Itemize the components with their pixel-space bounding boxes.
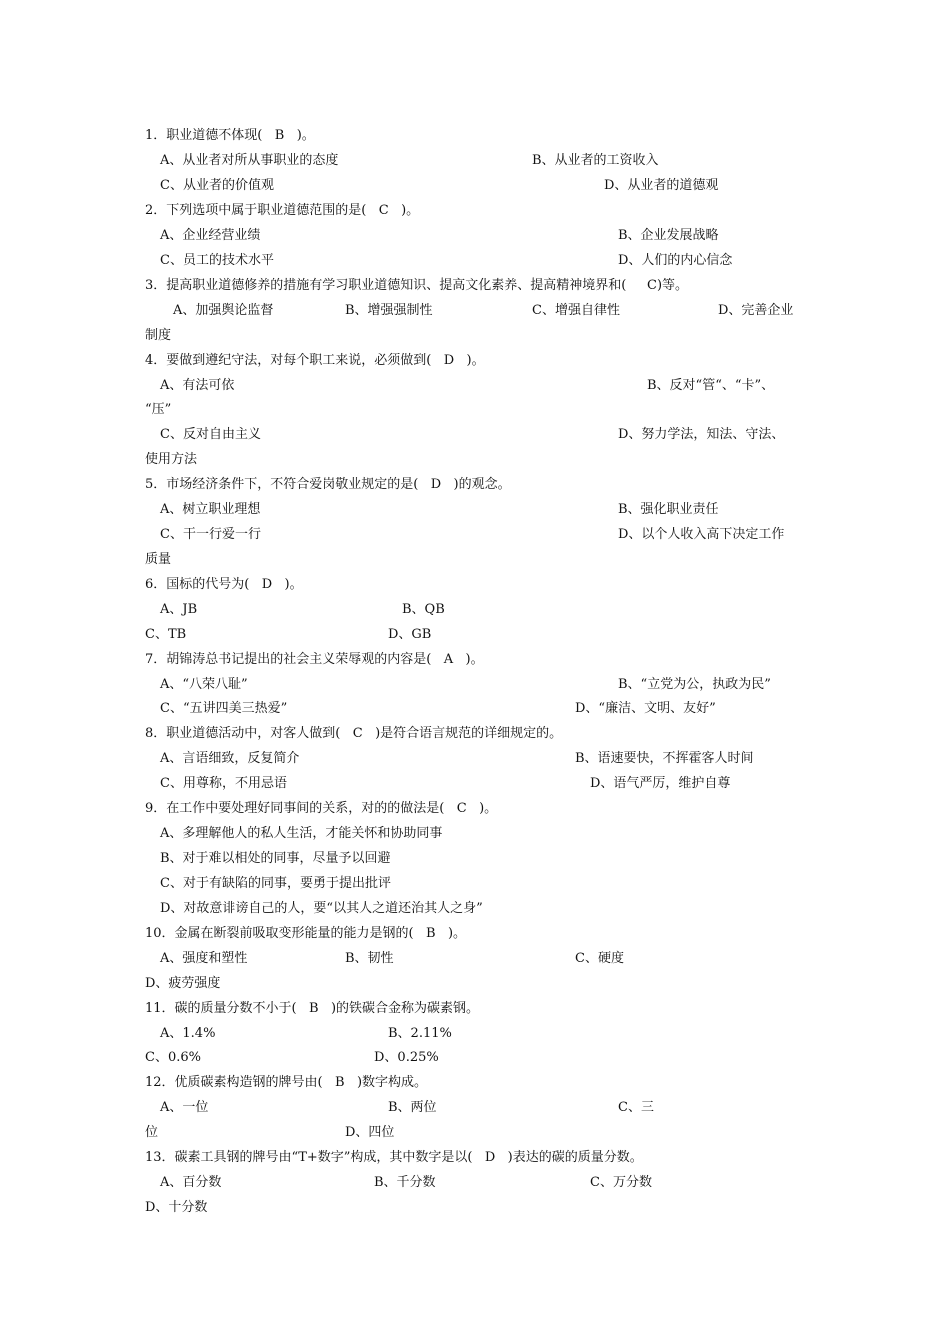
text-line: 11．碳的质量分数不小于( B )的铁碳合金称为碳素钢。 [145, 1001, 480, 1016]
text-line: B、强化职业责任 [618, 502, 719, 517]
text-line: 制度 [145, 328, 172, 343]
text-line: “压” [145, 402, 172, 417]
text-line: B、从业者的工资收入 [532, 153, 659, 168]
text-line: D、GB [388, 627, 432, 642]
text-line: C、用尊称，不用忌语 [160, 776, 287, 791]
text-line: B、增强强制性 [345, 303, 433, 318]
text-line: A、企业经营业绩 [160, 228, 261, 243]
text-line: C、增强自律性 [532, 303, 620, 318]
text-line: 8．职业道德活动中，对客人做到( C )是符合语言规范的详细规定的。 [145, 726, 563, 741]
text-line: C、TB [145, 627, 187, 642]
text-line: 2．下列选项中属于职业道德范围的是( C )。 [145, 203, 420, 218]
text-line: A、加强舆论监督 [173, 303, 274, 318]
text-line: C、干一行爱一行 [160, 527, 261, 542]
text-line: A、“八荣八耻” [160, 677, 248, 692]
text-line: C、硬度 [575, 951, 624, 966]
text-line: A、言语细致，反复简介 [160, 751, 300, 766]
text-line: 质量 [145, 552, 172, 567]
text-line: D、0.25% [374, 1050, 439, 1065]
text-line: B、韧性 [345, 951, 394, 966]
text-line: A、JB [160, 602, 198, 617]
text-line: D、从业者的道德观 [604, 178, 719, 193]
text-line: 12．优质碳素构造钢的牌号由( B )数字构成。 [145, 1075, 428, 1090]
text-line: A、有法可依 [160, 378, 235, 393]
text-line: C、“五讲四美三热爱” [160, 701, 288, 716]
text-line: B、千分数 [374, 1175, 436, 1190]
text-line: 4．要做到遵纪守法，对每个职工来说，必须做到( D )。 [145, 353, 485, 368]
text-line: 9．在工作中要处理好同事间的关系，对的的做法是( C )。 [145, 801, 498, 816]
text-line: 1．职业道德不体现( B )。 [145, 128, 315, 143]
text-line: D、努力学法，知法、守法、 [618, 427, 785, 442]
text-line: B、语速要快，不挥霍客人时间 [575, 751, 754, 766]
text-line: A、百分数 [160, 1175, 222, 1190]
text-line: C、从业者的价值观 [160, 178, 274, 193]
text-line: D、疲劳强度 [145, 976, 221, 991]
text-line: C、反对自由主义 [160, 427, 261, 442]
text-line: D、“廉洁、文明、友好” [575, 701, 716, 716]
text-line: 10．金属在断裂前吸取变形能量的能力是钢的( B )。 [145, 926, 467, 941]
text-line: D、十分数 [145, 1200, 208, 1215]
text-line: D、人们的内心信念 [618, 253, 733, 268]
text-line: A、一位 [160, 1100, 209, 1115]
text-line: B、反对“管“、“卡”、 [647, 378, 775, 393]
text-line: 位 [145, 1125, 159, 1140]
text-line: B、两位 [388, 1100, 437, 1115]
text-line: 5．市场经济条件下，不符合爱岗敬业规定的是( D )的观念。 [145, 477, 511, 492]
text-line: C、对于有缺陷的同事，要勇于提出批评 [160, 876, 391, 891]
text-line: 3．提高职业道德修养的措施有学习职业道德知识、提高文化素养、提高精神境界和( C)等。 [145, 278, 689, 293]
text-line: A、多理解他人的私人生活，才能关怀和协助同事 [160, 826, 443, 841]
text-line: 6．国标的代号为( D )。 [145, 577, 303, 592]
text-line: C、万分数 [590, 1175, 652, 1190]
text-line: A、树立职业理想 [160, 502, 261, 517]
text-line: B、QB [402, 602, 445, 617]
text-line: B、对于难以相处的同事，尽量予以回避 [160, 851, 391, 866]
text-line: D、语气严厉，维护自尊 [590, 776, 731, 791]
text-line: B、“立党为公，执政为民” [618, 677, 771, 692]
text-line: C、三 [618, 1100, 654, 1115]
text-line: C、0.6% [145, 1050, 201, 1065]
text-line: 13．碳素工具钢的牌号由“T+数字”构成，其中数字是以( D )表达的碳的质量分数。 [145, 1150, 643, 1165]
text-line: D、对故意诽谤自己的人，要“以其人之道还治其人之身” [160, 901, 483, 916]
text-line: B、企业发展战略 [618, 228, 719, 243]
text-line: A、1.4% [160, 1026, 216, 1041]
text-line: D、以个人收入高下决定工作 [618, 527, 785, 542]
text-line: B、2.11% [388, 1026, 452, 1041]
text-line: 7．胡锦涛总书记提出的社会主义荣辱观的内容是( A )。 [145, 652, 484, 667]
text-line: A、强度和塑性 [160, 951, 248, 966]
text-line: C、员工的技术水平 [160, 253, 274, 268]
text-line: A、从业者对所从事职业的态度 [160, 153, 339, 168]
text-line: D、完善企业 [718, 303, 794, 318]
text-line: D、四位 [345, 1125, 395, 1140]
text-line: 使用方法 [145, 452, 198, 467]
